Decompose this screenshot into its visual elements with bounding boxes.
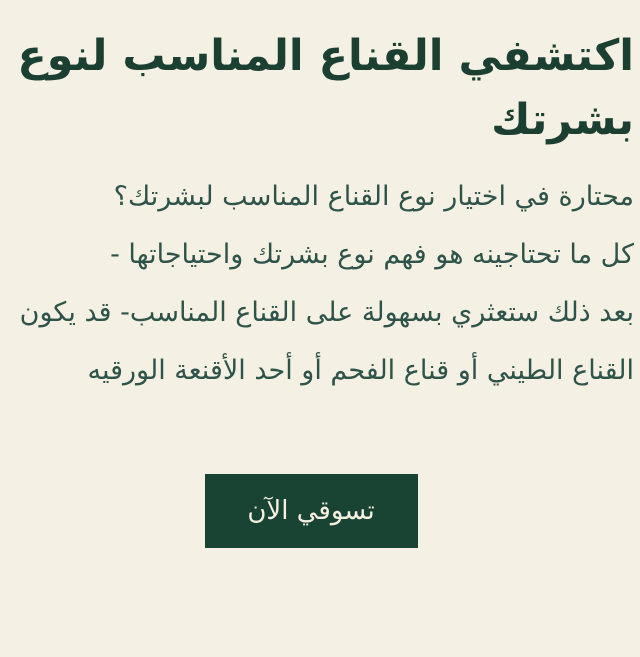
body-text-line: القناع الطيني أو قناع الفحم أو أحد الأقنعة الورقيه: [87, 355, 634, 386]
shop-now-button[interactable]: تسوقي الآن: [205, 474, 418, 548]
body-text-line: محتارة في اختيار نوع القناع المناسب لبشرتك؟: [113, 181, 634, 212]
page-title-line: بشرتك: [491, 95, 634, 145]
body-text-line: بعد ذلك ستعثري بسهولة على القناع المناسب- قد يكون: [19, 297, 634, 328]
body-text-line: كل ما تحتاجينه هو فهم نوع بشرتك واحتياجاتها -: [110, 239, 634, 270]
page-title: [6, 24, 634, 152]
hero-description: [6, 168, 634, 400]
page-title-line: اكتشفي القناع المناسب لنوع: [17, 31, 634, 81]
cta-row: [0, 474, 625, 548]
